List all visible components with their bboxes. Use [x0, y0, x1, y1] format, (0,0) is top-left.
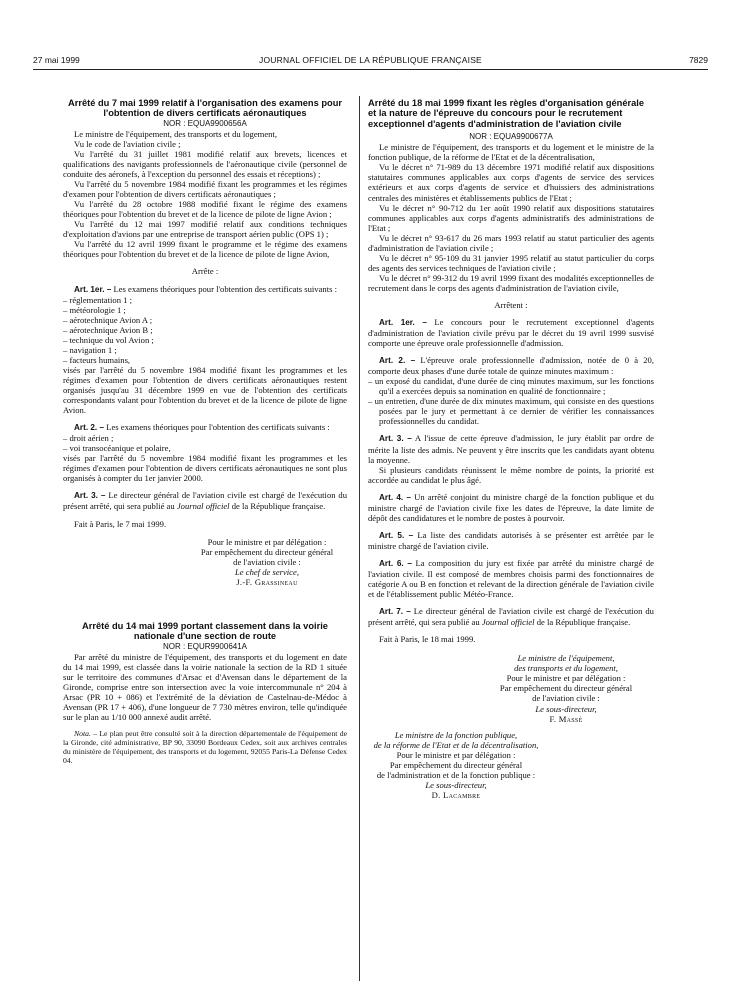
article-text: A l'issue de cette épreuve d'admission, le jury établit par ordre de mérite la liste des admis. Ne peuvent y être inscrits que les candidats ayant obtenu la moyenne. — [368, 433, 654, 465]
paragraph: Vu l'arrêté du 12 mai 1997 modifié relatif aux conditions techniques d'exploitation d'avions par une entreprise de transport aérien public (OPS 1) ; — [63, 219, 347, 240]
nor-reference: NOR : EQUR9900641A — [162, 641, 248, 651]
decree-road-classification — [63, 621, 347, 765]
list-item: – facteurs humains, — [63, 355, 347, 365]
signatory-name: D. Lacambre — [431, 789, 481, 800]
decree-title: Arrêté du 14 mai 1999 portant classement dans la voirie nationale d'une section de route — [82, 620, 328, 642]
paragraph: Vu l'arrêté du 31 juillet 1981 modifié relatif aux brevets, licences et qualifications des navigants professionnels de l'aéronautique civile (personnel de conduite des aéronefs, à l'exception du personnel des essais et réceptions) ; — [63, 148, 347, 180]
article-heading: Art. 4. – — [379, 492, 411, 502]
paragraph: Par arrêté du ministre de l'équipement, des transports et du logement en date du 14 mai 1999, est classée dans la voirie nationale la section de la RD 1 située sur le territoire des communes d'Arsac et d'Avensan dans le département de la Gironde, comprise entre son intersection avec la voie intercommunale n° 204 à Arsac (PR 10 + 086) et l'extrémité de la déviation de Castelnau-de-Médoc à Avensan (PR 17 + 406), d'une longueur de 7 730 mètres environ, telle qu'indiquée sur le plan au 1/10 000 annexé audit arrêté. — [63, 651, 347, 722]
list-item: – voi transocéanique et polaire, — [63, 443, 347, 453]
paragraph: Vu le décret n° 93-617 du 26 mars 1993 relatif au statut particulier des agents d'administration de l'aviation civile ; — [368, 232, 654, 253]
article-text: Le directeur général de l'aviation civile est chargé de l'exécution du présent arrêté, qui sera publié au — [368, 606, 654, 628]
article-1 — [63, 284, 347, 295]
list-item: – un exposé du candidat, d'une durée de cinq minutes maximum, sur les fonctions qu'il a exercées depuis sa nomination en qualité de fonctionnaire ; — [368, 376, 654, 396]
list-item: – aérotechnique Avion A ; — [63, 315, 347, 325]
article-text: Le concours pour le recrutement exceptionnel d'agents d'administration de l'aviation civile prévu par le décret du 19 avril 1999 susvisé comporte une épreuve orale professionnelle d'admission. — [368, 317, 654, 349]
signatory-name: F. Massé — [549, 713, 583, 724]
signature-block-equipment-minister — [478, 653, 654, 723]
article-4 — [368, 492, 654, 523]
article-text: Les examens théoriques pour l'obtention des certificats suivants : — [106, 422, 330, 433]
note-label: Nota. — [74, 728, 91, 738]
signature-line: Le chef de service, — [235, 566, 299, 577]
paragraph: visés par l'arrêté du 5 novembre 1984 modifié fixant les programmes et les régimes d'examen pour l'obtention de divers certificats aéronautiques ne sont plus organisés à compter du 1er janvier 2000. — [63, 453, 347, 484]
paragraph: Si plusieurs candidats réunissent le même nombre de points, la priorité est accordée au candidat le plus âgé. — [368, 464, 654, 485]
article-text: de la République française. — [229, 501, 326, 512]
signature-line: Le sous-directeur, — [425, 779, 487, 790]
article-5 — [368, 530, 654, 551]
paragraph: Vu l'arrêté du 12 avril 1999 fixant le programme et le régime des examens théoriques pour l'obtention du brevet et de la licence de pilote de ligne Avion, — [63, 239, 347, 260]
header-rule — [33, 69, 708, 70]
article-2 — [63, 422, 347, 433]
article-3 — [63, 490, 347, 511]
signature-line: des transports et du logement, — [514, 663, 618, 674]
article-7 — [368, 606, 654, 627]
signature-line: Par empêchement du directeur général — [499, 683, 633, 694]
article-text: de la République française. — [534, 617, 631, 628]
note — [63, 729, 347, 765]
article-heading: Art. 1er. – — [74, 284, 112, 294]
signature-line: Pour le ministre et par délégation : — [396, 749, 516, 760]
journal-name: Journal officiel — [481, 617, 535, 628]
paragraph: Vu l'arrêté du 28 octobre 1988 modifié fixant le régime des examens théoriques pour l'obtention du brevet et de la licence de pilote de ligne Avion ; — [63, 199, 347, 220]
paragraph: Le ministre de l'équipement, des transports et du logement et le ministre de la fonction publique, de la réforme de l'Etat et de la décentralisation, — [368, 142, 654, 163]
article-text: L'épreuve orale professionnelle d'admission, notée de 0 à 20, comporte deux phases d'une durée totale de quinze minutes maximum : — [368, 355, 654, 377]
list-item: – technique du vol Avion ; — [63, 335, 347, 345]
article-heading: Art. 7. – — [379, 607, 411, 617]
signature-line: Par empêchement du directeur général — [389, 759, 523, 770]
decree-aeronautical-exams — [63, 98, 347, 587]
signature-line: de l'administration et de la fonction publique : — [376, 769, 536, 780]
done-at: Fait à Paris, le 7 mai 1999. — [74, 518, 167, 529]
note-text: – Le plan peut être consulté soit à la direction départementale de l'équipement de la Gironde, cité administrative, BP 90, 33090 Bordeaux Cedex, soit aux archives centrales du ministère de l'équipement, des transports et du logement, 92055 Paris-La Défense Cedex 04. — [63, 728, 347, 765]
list-item: – météorologie 1 ; — [63, 305, 347, 315]
paragraph: Vu le décret n° 71-989 du 13 décembre 1971 modifié relatif aux dispositions statutaires communes applicables aux corps d'agents de service des services extérieurs et aux corps d'agents de service et d'huissiers des administrations centrales des ministères et établissements publics de l'Etat ; — [368, 162, 654, 203]
paragraph: Vu le décret n° 90-712 du 1er août 1990 relatif aux dispositions statutaires communes applicables aux corps d'agents administratifs des administrations de l'Etat ; — [368, 202, 654, 233]
list-item: – un entretien, d'une durée de dix minutes maximum, qui consiste en des questions posées par le jury et permettant à ce dernier de vérifier les connaissances professionnelles du candidat. — [368, 396, 654, 426]
decree-exceptional-recruitment — [368, 98, 654, 800]
signature-line: Pour le ministre et par délégation : — [506, 673, 626, 684]
article-heading: Art. 3. – — [74, 491, 106, 501]
certificate-list — [63, 433, 347, 453]
done-at: Fait à Paris, le 18 mai 1999. — [379, 634, 476, 645]
header-page-number: 7829 — [689, 55, 708, 65]
article-heading: Art. 3. – — [379, 434, 412, 444]
page-header — [33, 55, 708, 69]
phase-list — [368, 376, 654, 426]
paragraph: Vu le décret n° 95-109 du 31 janvier 1995 relatif au statut particulier du corps des agents des services techniques de l'aviation civile ; — [368, 252, 654, 273]
signature-block-civil-service-minister — [358, 730, 554, 800]
article-2 — [368, 355, 654, 376]
signatory-name: J.-F. Grassineau — [236, 576, 298, 587]
article-text: Les examens théoriques pour l'obtention des certificats suivants : — [113, 283, 337, 294]
signature-line: Pour le ministre et par délégation : — [207, 536, 327, 547]
signature-block — [187, 537, 347, 587]
decree-title: Arrêté du 7 mai 1999 relatif à l'organisation des examens pour l'obtention de divers certificats aéronautiques — [68, 98, 342, 119]
header-journal-title: JOURNAL OFFICIEL DE LA RÉPUBLIQUE FRANÇAISE — [259, 55, 482, 65]
article-heading: Art. 2. – — [74, 423, 105, 433]
signature-line: de l'aviation civile : — [532, 693, 600, 704]
nor-reference: NOR : EQUA9900656A — [163, 118, 247, 128]
article-1 — [368, 317, 654, 348]
article-text: La composition du jury est fixée par arrêté du ministre chargé de l'aviation civile. Il est composé de membres choisis parmi des fonctionnaires de catégorie A ou B en fonction et relevant de la direction générale de l'aviation civile et de l'établissement public Météo-France. — [368, 557, 654, 600]
column-divider — [359, 96, 360, 981]
article-6 — [368, 558, 654, 599]
signature-line: Le ministre de la fonction publique, — [394, 729, 518, 740]
article-heading: Art. 5. – — [379, 530, 414, 540]
signature-line: Par empêchement du directeur général — [200, 546, 334, 557]
article-text: Un arrêté conjoint du ministre chargé de la fonction publique et du ministre chargé de l'aviation civile fixe les dates de l'épreuve, la date limite de dépôt des candidatures et le nombre de postes à pourvoir. — [368, 491, 654, 523]
certificate-list — [63, 295, 347, 365]
list-item: – navigation 1 ; — [63, 345, 347, 355]
paragraph: Vu l'arrêté du 5 novembre 1984 modifié fixant les programmes et les régimes d'examen pour l'obtention de divers certificats aéronautiques ; — [63, 179, 347, 200]
article-text: La liste des candidats autorisés à se présenter est arrêtée par le ministre chargé de l'aviation civile. — [368, 529, 654, 551]
signature-line: de l'aviation civile : — [233, 556, 301, 567]
list-item: – réglementation 1 ; — [63, 295, 347, 305]
nor-reference: NOR : EQUA9900677A — [469, 132, 553, 142]
signature-line: Le ministre de l'équipement, — [517, 653, 615, 664]
paragraph: Vu le décret n° 99-312 du 19 avril 1999 fixant des modalités exceptionnelles de recrutement dans le corps des agents d'administration de l'aviation civile, — [368, 272, 654, 293]
article-text: Le directeur général de l'aviation civile est chargé de l'exécution du présent arrêté, qui sera publié au — [63, 490, 347, 512]
article-3 — [368, 433, 654, 464]
decree-title: Arrêté du 18 mai 1999 fixant les règles d'organisation générale et la nature de l'épreuve du concours pour le recrutement exceptionnel d'agents d'administration de l'aviation civile — [368, 98, 645, 129]
article-heading: Art. 6. – — [379, 558, 412, 568]
arretent-label: Arrêtent : — [494, 299, 528, 310]
left-column — [63, 98, 347, 765]
article-heading: Art. 1er. – — [379, 318, 427, 328]
header-date: 27 mai 1999 — [33, 55, 80, 65]
paragraph: visés par l'arrêté du 5 novembre 1984 modifié fixant les programmes et les régimes d'examen pour l'obtention de divers certificats aéronautiques restent organisés jusqu'au 31 décembre 1999 en vue de l'obtention des certificats correspondants valant pour l'obtention du brevet et de la licence de pilote de ligne Avion. — [63, 364, 347, 416]
article-heading: Art. 2. – — [379, 356, 416, 366]
paragraph: Le ministre de l'équipement, des transports et du logement, — [74, 128, 277, 139]
list-item: – droit aérien ; — [63, 433, 347, 443]
right-column — [368, 98, 654, 800]
list-item: – aérotechnique Avion B ; — [63, 325, 347, 335]
arrete-label: Arrête : — [191, 266, 219, 277]
journal-name: Journal officiel — [176, 501, 230, 512]
paragraph: Vu le code de l'aviation civile ; — [74, 138, 181, 149]
signature-line: de la réforme de l'Etat et de la décentralisation, — [373, 739, 539, 750]
signature-line: Le sous-directeur, — [535, 703, 597, 714]
